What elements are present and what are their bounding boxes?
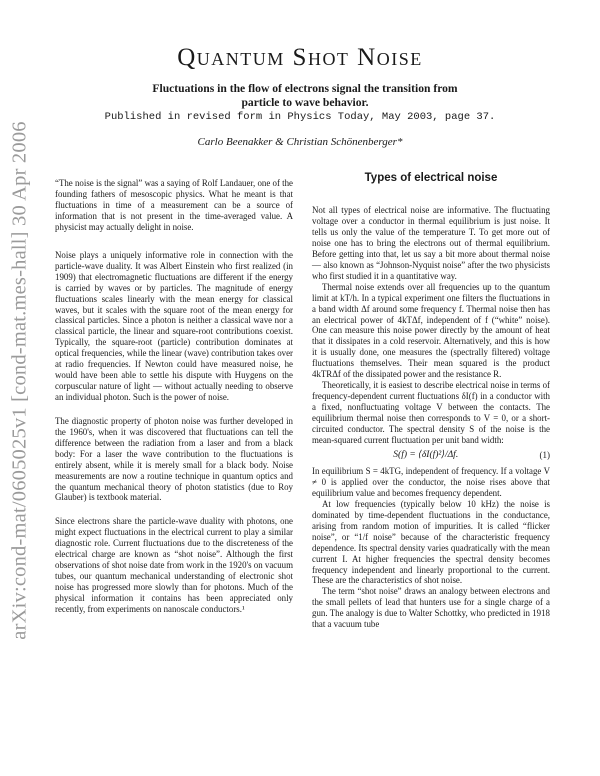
- body-paragraph: Thermal noise extends over all frequencies up to the quantum limit at kT/h. In a typical experiment one filters the fluctuations in a band width Δf around some frequency f. Thermal noise then has an electrical power of 4kTΔf, independent of f (“white” noise). One can measure this noise power directly by the amount of heat that it dissipates in a cold reservoir. Alternatively, and this is how it is usually done, one measures the (spectrally filtered) voltage fluctuations themselves. Their mean squared is the product 4kTRΔf of the dissipated power and the resistance R.: [312, 281, 550, 380]
- equation: [312, 450, 550, 461]
- author-line: Carlo Beenakker & Christian Schönenberger*: [197, 136, 403, 148]
- body-paragraph: Theoretically, it is easiest to describe electrical noise in terms of frequency-dependent current fluctuations δI(f) in a conductor with a fixed, nonfluctuating voltage V between the contacts. The equilibrium thermal noise then corresponds to V = 0, or a short-circuited conductor. The spectral density S of the noise is the mean-squared current fluctuation per unit band width:: [312, 380, 550, 446]
- arxiv-identifier-stamp: [0, 120, 40, 640]
- arxiv-stamp-text: arXiv:cond-mat/0605025v1 [cond-mat.mes-hall] 30 Apr 2006: [8, 120, 31, 640]
- publication-note: Published in revised form in Physics Today, May 2003, page 37.: [104, 111, 496, 123]
- body-paragraph: Since electrons share the particle-wave duality with photons, one might expect fluctuations in the electrical current to play a similar diagnostic role. Current fluctuations due to the discreteness of the electrical charge are known as “shot noise”. Although the first observations of shot noise date from work in the 1920's on vacuum tubes, our quantum mechanical understanding of electronic shot noise has progressed more slowly than for photons. Much of the physical information it contains has been appreciated only recently, from experiments on nanoscale conductors.¹: [55, 516, 293, 614]
- paper-subtitle: Fluctuations in the flow of electrons signal the transition from particle to wave behavior.: [152, 82, 458, 109]
- section-heading: Types of electrical noise: [364, 172, 498, 184]
- body-paragraph: Noise plays a uniquely informative role in connection with the particle-wave duality. It was Albert Einstein who first realized (in 1909) that electromagnetic fluctuations are different if the energy is carried by waves or by particles. The magnitude of energy fluctuations scales linearly with the mean energy for classical waves, but it scales with the square root of the mean energy for classical particles. Since a photon is neither a classical wave nor a classical particle, the linear and square-root contributions coexist. Typically, the square-root (particle) contribution dominates at optical frequencies, while the linear (wave) contribution takes over at radio frequencies. If Newton could have measured noise, he would have been able to settle his dispute with Huygens on the corpuscular nature of light — without actually needing to observe an individual photon. Such is the power of noise.: [55, 249, 293, 403]
- body-paragraph: In equilibrium S = 4kTG, independent of frequency. If a voltage V ≠ 0 is applied over the conductor, the noise rises above that equilibrium value and becomes frequency dependent.: [312, 465, 550, 498]
- body-paragraph: “The noise is the signal” was a saying of Rolf Landauer, one of the founding fathers of mesoscopic physics. What he meant is that fluctuations in time of a measurement can be a source of information that is not present in the time-averaged value. A physicist may actually delight in noise.: [55, 178, 293, 232]
- body-paragraph: The diagnostic property of photon noise was further developed in the 1960's, when it was discovered that fluctuations can tell the difference between the radiation from a laser and from a black body: For a laser the wave contribution to the fluctuations is entirely absent, while it is merely small for a black body. Noise measurements are now a routine technique in quantum optics and the quantum mechanical theory of photon statistics (due to Roy Glauber) is textbook material.: [55, 415, 293, 503]
- body-paragraph: At low frequencies (typically below 10 kHz) the noise is dominated by time-dependent fluctuations in the conductance, arising from random motion of impurities. It is called “flicker noise”, or “1/f noise” because of the characteristic frequency dependence. Its spectral density varies quadratically with the mean current I. At higher frequencies the spectral density becomes frequency independent and linearly proportional to the current. These are the characteristics of shot noise.: [312, 498, 550, 586]
- equation-number: (1): [539, 449, 550, 460]
- body-paragraph: Not all types of electrical noise are informative. The fluctuating voltage over a conductor in thermal equilibrium is just noise. It tells us only the value of the temperature T. To get more out of noise one has to bring the electrons out of thermal equilibrium. Before getting into that, let us say a bit more about thermal noise — also known as “Johnson-Nyquist noise” after the two physicists who first studied it in a quantitative way.: [312, 205, 550, 281]
- paper-title: Quantum Shot Noise: [177, 44, 423, 71]
- body-paragraph: The term “shot noise” draws an analogy between electrons and the small pellets of lead that hunters use for a single charge of a gun. The analogy is due to Walter Schottky, who predicted in 1918 that a vacuum tube: [312, 586, 550, 630]
- left-column: [55, 178, 293, 627]
- right-column: [312, 205, 550, 630]
- equation-body: S(f) = ⟨δI(f)²⟩/Δf.: [393, 449, 459, 460]
